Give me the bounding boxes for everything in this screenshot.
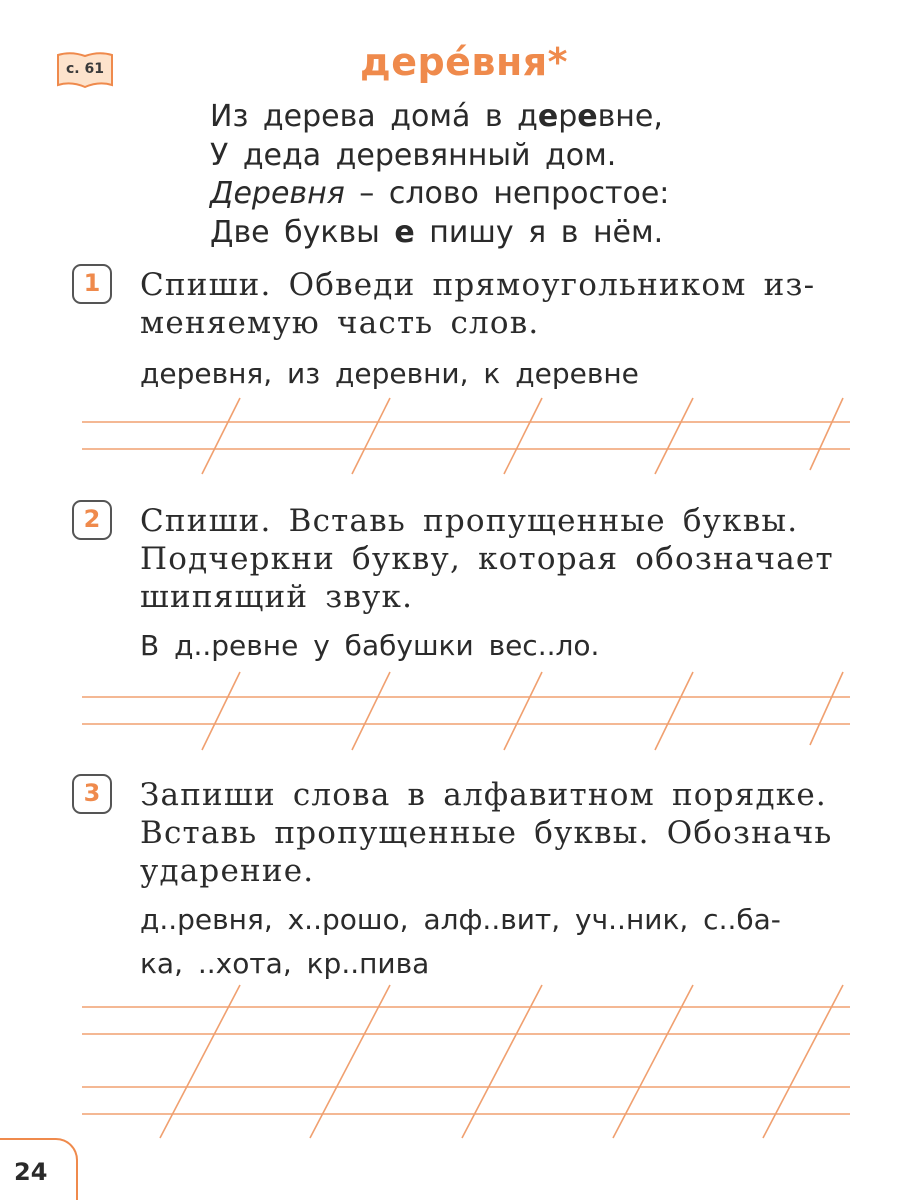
vocabulary-word-title: дере́вня* [360,40,569,84]
instruction-line: ударение. [140,853,315,889]
instruction-line: шипящий звук. [140,579,414,615]
poem-text: – слово непростое: [344,176,670,211]
slant-line [655,398,693,474]
instruction-line: Подчеркни букву, которая обозначает [140,541,834,577]
poem-text: вне, [597,99,663,134]
poem-bold-letter: е [537,99,559,134]
task-number-badge: 1 [72,264,112,304]
instruction-line: Спиши. Обведи прямоугольником из- [140,267,816,303]
page-number: 24 [0,1138,78,1200]
poem-bold-letter: е [577,99,598,134]
poem-line: У деда деревянный дом. [210,137,617,173]
slant-line [202,398,240,474]
instruction-line: меняемую часть слов. [140,305,540,341]
poem-italic-word: Деревня [210,176,345,211]
instruction-line: Запиши слова в алфавитном порядке. [140,777,827,813]
slant-line [655,672,693,750]
poem-text: р [558,99,578,134]
example-line: В д..ревне у бабушки вес..ло. [140,629,600,662]
slant-line [763,985,843,1138]
slant-line [810,672,843,745]
slant-line [160,985,240,1138]
poem-text: Две буквы [210,214,395,250]
slant-line [613,985,693,1138]
slant-line [202,672,240,750]
task-number-badge: 3 [72,774,112,814]
slant-line [504,672,542,750]
slant-line [810,398,843,470]
poem-text: Из дерева домá в д [210,99,538,134]
example-line: ка, ..хота, кр..пива [140,947,430,980]
slant-line [352,672,390,750]
slant-line [462,985,542,1138]
task-number-badge: 2 [72,500,112,540]
slant-line [504,398,542,474]
poem-bold-letter: е [394,214,415,250]
instruction-line: Вставь пропущенные буквы. Обозначь [140,815,833,851]
example-line: д..ревня, х..рошо, алф..вит, уч..ник, с..ба- [140,903,781,936]
slant-line [310,985,390,1138]
page-reference-label: с. 61 [66,61,104,77]
slant-line [352,398,390,474]
poem-text: пишу я в нём. [414,214,664,250]
example-line: деревня, из деревни, к деревне [140,357,639,390]
instruction-line: Спиши. Вставь пропущенные буквы. [140,503,799,539]
